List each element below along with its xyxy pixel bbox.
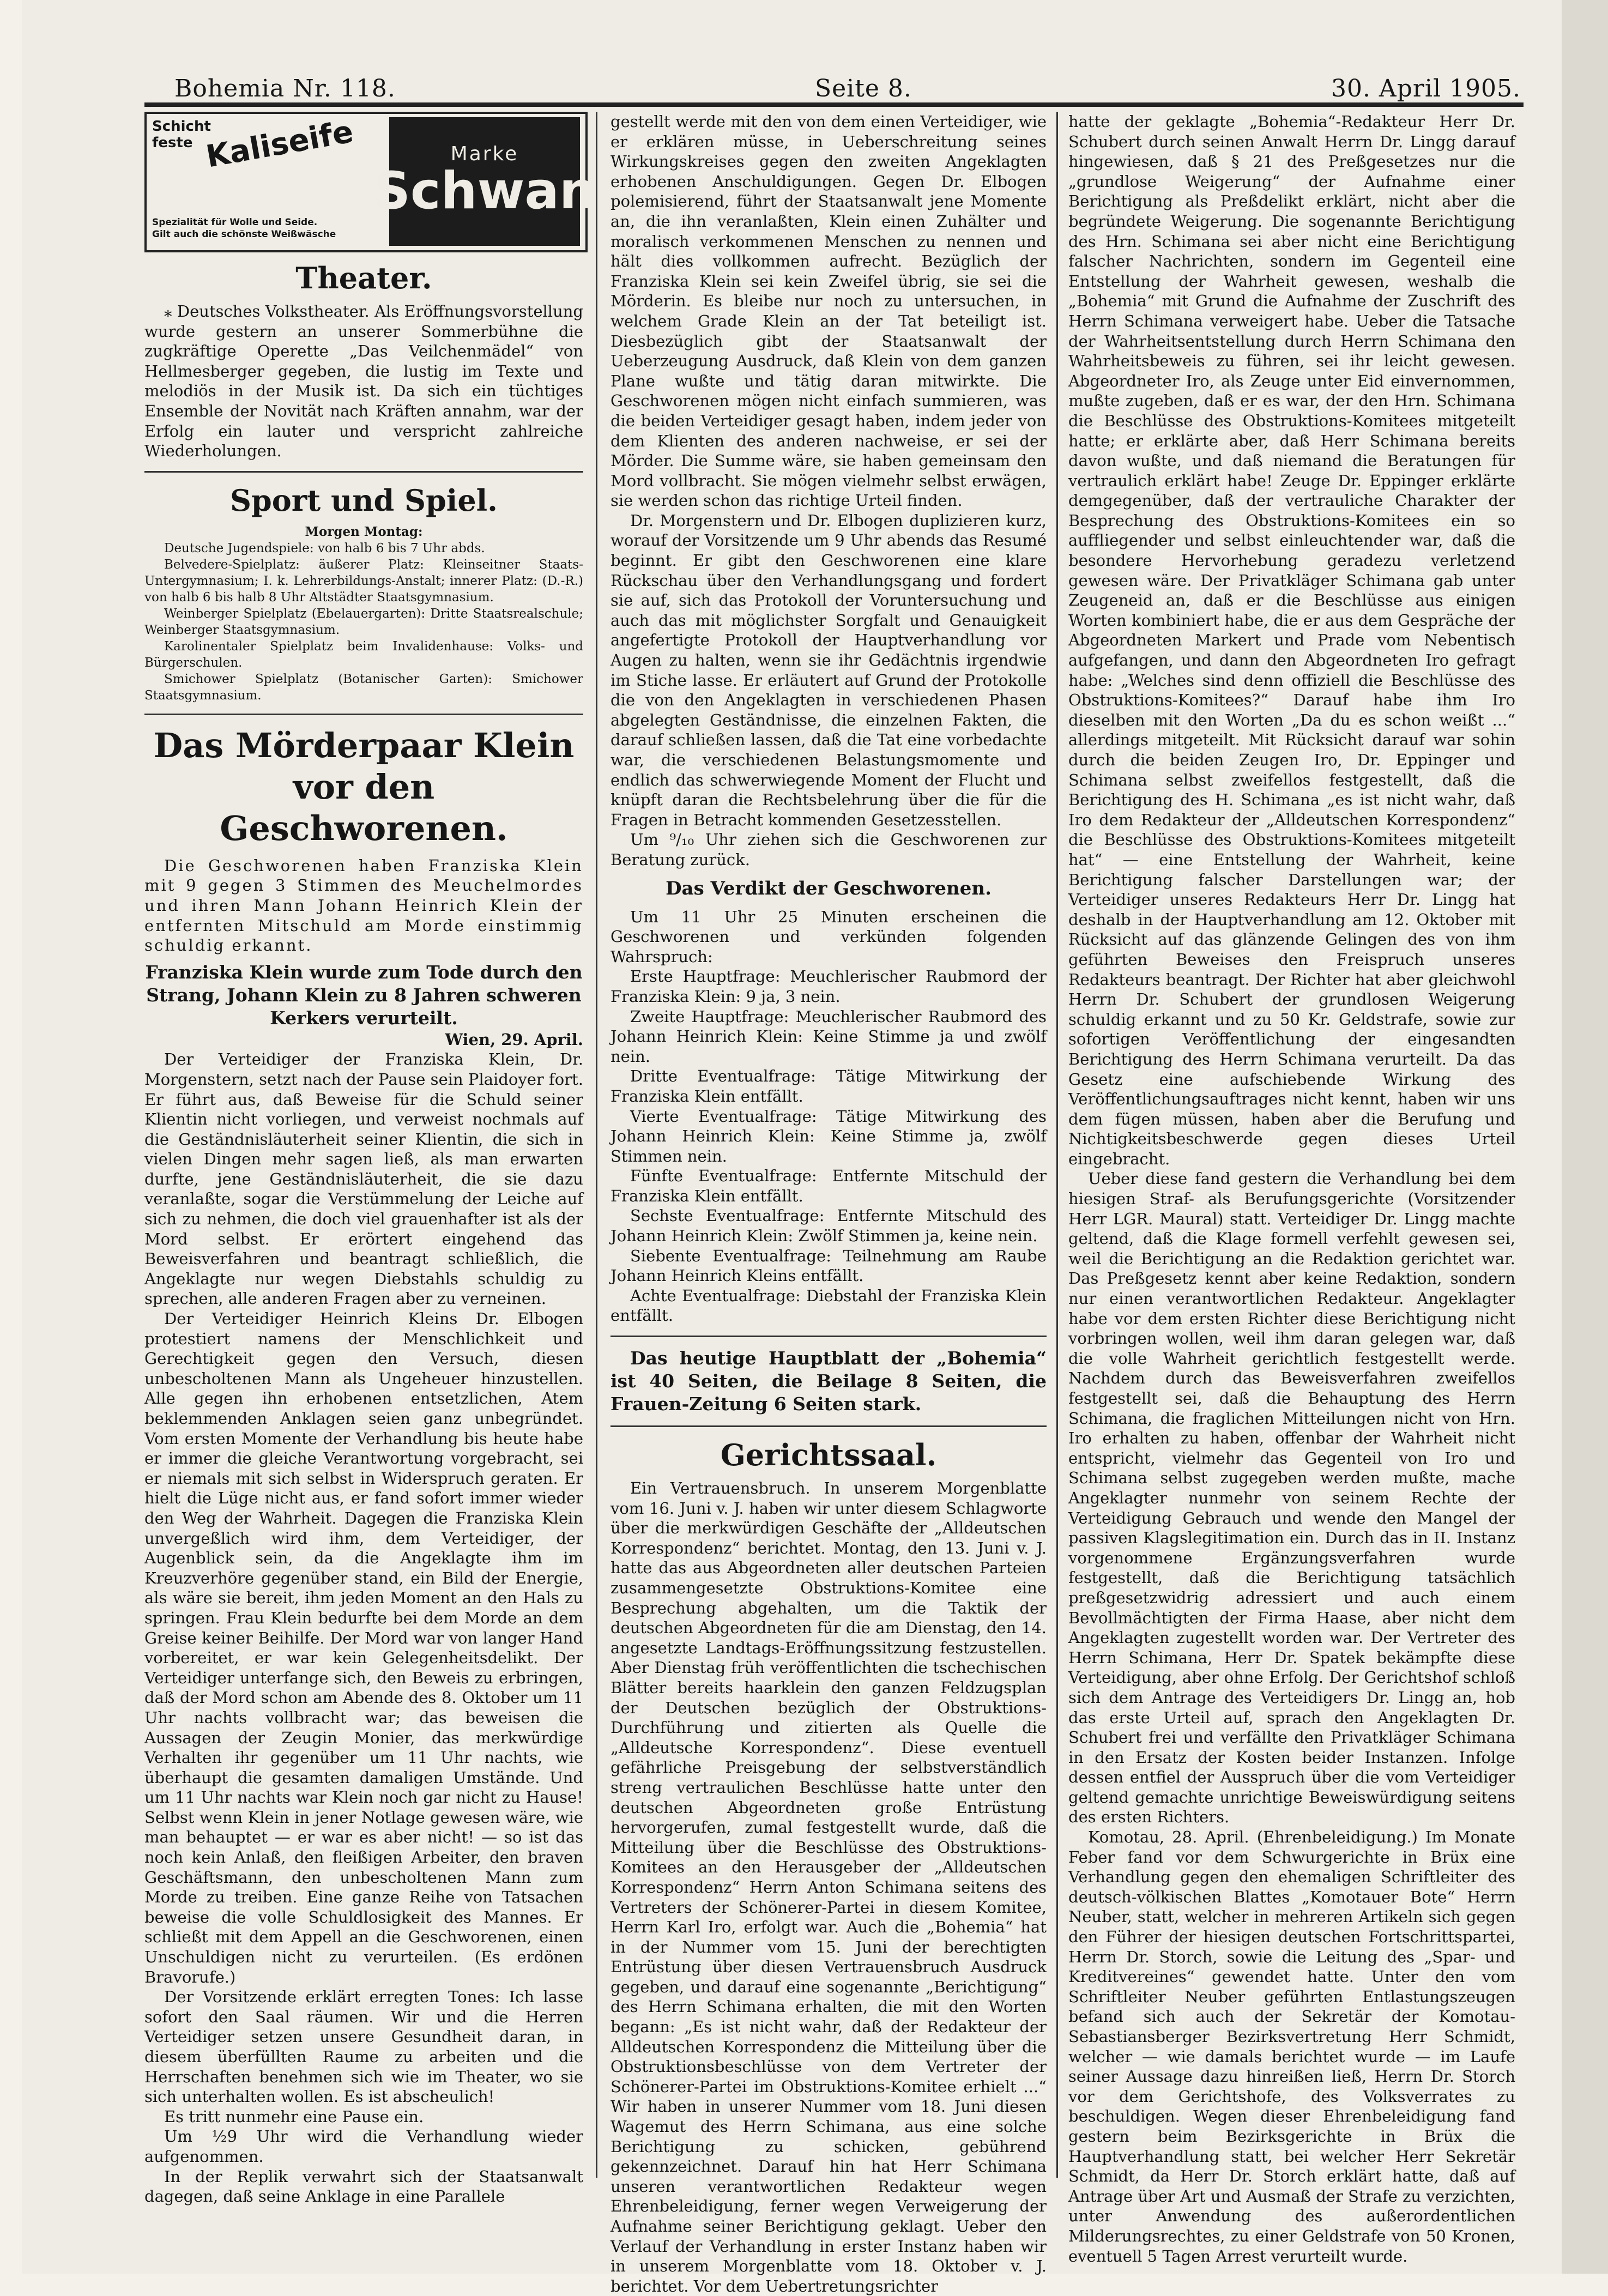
article-title-moerderpaar: Das Mörderpaar Klein vor den Geschworenen. xyxy=(153,725,575,848)
header-newspaper-issue: Bohemia Nr. 118. xyxy=(174,75,396,102)
ad-kaliseife-text: Kaliseife xyxy=(203,114,356,175)
article-paragraph: Um ⁹/₁₀ Uhr ziehen sich die Geschworenen zur Beratung zurück. xyxy=(610,830,1047,869)
article-verdict-headline: Franziska Klein wurde zum Tode durch den Strang, Johann Klein zu 8 Jahren schweren Kerkers verurteilt. xyxy=(145,961,583,1029)
section-rule xyxy=(144,471,583,473)
ad-fine-line: Spezialität für Wolle und Seide. xyxy=(152,217,318,228)
verdict-heading: Das Verdikt der Geschworenen. xyxy=(666,877,992,899)
ad-feste-text: feste xyxy=(152,135,193,151)
verdict-question: Achte Eventualfrage: Diebstahl der Franziska Klein entfällt. xyxy=(610,1286,1047,1325)
column-3 xyxy=(1068,112,1515,2265)
ad-fine-line: Gilt auch die schönste Weißwäsche xyxy=(152,229,336,240)
header-date: 30. April 1905. xyxy=(1331,75,1521,102)
article-paragraph: Der Verteidiger Heinrich Kleins Dr. Elbogen protestiert namens der Menschlichkeit und Gerechtigkeit gegen den Versuch, diesen unbescholtenen Mann als Ungeheuer hinzustellen. Alle gegen ihn erhobenen entsetzlichen, Atem beklemmenden Anklagen seien ganz unbegründet. Vom ersten Momente der Verhandlung bis heute habe er immer die gleiche Verantwortung vorgebracht, sei er niemals mit sich selbst in Widerspruch geraten. Er hielt die Lüge nicht aus, er fand sofort immer wieder den Weg der Wahrheit. Dagegen die Franziska Klein unvergeßlich wird ihm, dem Verteidiger, der Augenblick sein, da die Angeklagte ihm im Kreuzverhöre gegenüber stand, ein Bild der Energie, als wäre sie bereit, ihm jeden Moment an den Hals zu springen. Frau Klein bedurfte bei dem Morde an dem Greise keiner Beihilfe. Der Mord war von langer Hand vorbereitet, er war kein Gelegenheitsdelikt. Der Verteidiger unterfange sich, den Beweis zu erbringen, daß der Mord schon am Abende des 8. Oktober um 11 Uhr nachts vollbracht war; das beweisen die Aussagen der Zeugin Monier, das merkwürdige Verhalten ihr gegenüber um 11 Uhr nachts, wie überhaupt die gesamten damaligen Umstände. Und um 11 Uhr nachts war Klein noch gar nicht zu Hause! Selbst wenn Klein in jener Notlage gewesen wäre, wie man behauptet — er war es aber nicht! — so ist das noch kein Anlaß, den fleißigen Arbeiter, den braven Geschäftsmann, den unbescholtenen Mann zum Morde zu treiben. Eine ganze Reihe von Tatsachen beweise die volle Schuldlosigkeit des Mannes. Er schließt mit dem Appell an die Geschworenen, einen Unschuldigen nicht zu verurteilen. (Es erdönen Bravorufe.) xyxy=(144,1309,583,1986)
article-paragraph: Ueber diese fand gestern die Verhandlung bei dem hiesigen Straf- als Berufungsgerichte (Vorsitzender Herr LGR. Maural) statt. Verteidiger Dr. Lingg machte geltend, daß die Klage formell verfehlt gewesen sei, weil die Berichtigung an die Redaktion gerichtet war. Das Preßgesetz kennt aber keine Redaktion, sondern nur einen verantwortlichen Redakteur. Angeklagter habe vor dem ersten Richter diese Berichtigung nicht vorbringen wollen, weil ihm daran gelegen war, daß die volle Wahrheit gerichtlich festgestellt werde. Nachdem durch das Beweisverfahren zweifellos festgestellt sei, daß die Behauptung des Herrn Schimana, die fraglichen Mitteilungen nicht von Hrn. Iro erhalten zu haben, offenbar der Wahrheit nicht entspricht, vielmehr das Gegenteil von Iro und Schimana selbst zugegeben werden mußte, mache Angeklagter nunmehr von seinem Rechte der Verteidigung Gebrauch und wende den Mangel der passiven Klagslegitimation ein. Durch das in II. Instanz vorgenommene Ergänzungsverfahren wurde festgestellt, daß die Berichtigung tatsächlich preßgesetzwidrig adressiert und auch einem Bevollmächtigten der Firma Haase, aber nicht dem Angeklagten zugestellt worden war. Der Vertreter des Herrn Schimana, Herr Dr. Spatek bekämpfte diese Verteidigung, aber ohne Erfolg. Der Gerichtshof schloß sich dem Antrage des Verteidigers Dr. Lingg an, hob das erste Urteil auf, sprach den Angeklagten Dr. Schubert frei und verfällte den Privatkläger Schimana in den Ersatz der Kosten beider Instanzen. Infolge dessen entfiel der Ausspruch über die vom Verteidiger geltend gemachte unrichtige Beweiswürdigung seitens des ersten Richters. xyxy=(1068,1169,1515,1827)
section-rule xyxy=(610,1425,1047,1427)
verdict-question: Siebente Eventualfrage: Teilnehmung am Raube Johann Heinrich Kleins entfällt. xyxy=(610,1246,1047,1285)
article-paragraph: ⁎ Deutsches Volkstheater. Als Eröffnungsvorstellung wurde gestern an unserer Sommerbühne die zugkräftige Operette „Das Veilchenmädel“ von Hellmesberger gegeben, die lustig im Texte und melodiös in der Musik ist. Da sich ein tüchtiges Ensemble der Novität nach Kräften annahm, war der Erfolg ein lauter und verspricht zahlreiche Wiederholungen. xyxy=(144,302,583,461)
article-paragraph: Komotau, 28. April. (Ehrenbeleidigung.) Im Monate Feber fand vor dem Schwurgerichte in Brüx eine Verhandlung gegen den ehemaligen Schriftleiter des deutsch-völkischen Blattes „Komotauer Bote“ Herrn Neuber, statt, welcher in mehreren Artikeln sich gegen den Führer der hiesigen deutschen Fortschrittspartei, Herrn Dr. Storch, sowie die Leitung des „Spar- und Kreditvereines“ gewendet hatte. Unter den vom Schriftleiter Neuber geführten Entlastungszeugen befand sich auch der Sekretär der Komotau-Sebastiansberger Bezirksvertretung Herr Schmidt, welcher — wie damals berichtet wurde — im Laufe seiner Aussage dazu hinreißen ließ, Herrn Dr. Storch vor dem Gerichtshofe, des Volksverrates zu beschuldigen. Wegen dieser Ehrenbeleidigung fand gestern beim Bezirksgerichte in Brüx die Hauptverhandlung statt, bei welcher Herr Sekretär Schmidt, da Herr Dr. Storch erklärt hatte, daß auf Antrage über Art und Ausmaß der Strafe zu verzichten, unter Anwendung des außerordentlichen Milderungsrechtes, zu einer Geldstrafe von 50 Kronen, eventuell 5 Tagen Arrest verurteilt wurde. xyxy=(1068,1828,1515,2265)
article-lead: Die Geschworenen haben Franziska Klein mit 9 gegen 3 Stimmen des Meuchelmordes und ihren Mann Johann Heinrich Klein der entfernten Mitschuld am Morde einstimmig schuldig erkannt. xyxy=(144,856,583,955)
article-paragraph: Dr. Morgenstern und Dr. Elbogen duplizieren kurz, worauf der Vorsitzende um 9 Uhr abends das Resumé beginnt. Er gibt den Geschworenen eine klare Rückschau über den Verhandlungsgang und fordert sie auf, sich das Protokoll der Voruntersuchung und auch das mit möglichster Sorgfalt und Genauigkeit angefertigte Protokoll der Hauptverhandlung vor Augen zu halten, wenn sie ihr Gedächtnis irgendwie im Stiche lasse. Er erläutert auf Grund der Protokolle die von den Angeklagten in verschiedenen Phasen abgelegten Geständnisse, die einzelnen Fakten, die darauf schließen lassen, daß die Tat eine vorbedachte war, die verschiedenen Belastungsmomente und endlich das schwerwiegende Moment der Flucht und knüpft daran die Rechtsbelehrung über die für die Fragen in Betracht kommenden Gesetzesstellen. xyxy=(610,511,1047,829)
ad-schicht-text: Schicht xyxy=(152,118,211,135)
sport-line: Weinberger Spielplatz (Ebelauergarten): Dritte Staatsrealschule; Weinberger Staatsgymnasium. xyxy=(144,606,583,637)
column-divider xyxy=(596,112,597,2178)
page-header xyxy=(174,64,1521,102)
ad-marke-text: Marke xyxy=(450,142,519,165)
ad-schwan-logo xyxy=(373,117,596,246)
article-paragraph: In der Replik verwahrt sich der Staatsanwalt dagegen, daß seine Anklage in eine Parallele xyxy=(144,2167,583,2206)
article-paragraph: Um ½9 Uhr wird die Verhandlung wieder aufgenommen. xyxy=(144,2127,583,2166)
sport-line: Deutsche Jugendspiele: von halb 6 bis 7 Uhr abds. xyxy=(164,541,485,555)
sport-line: Karolinentaler Spielplatz beim Invalidenhause: Volks- und Bürgerschulen. xyxy=(144,639,583,670)
column-1 xyxy=(144,112,596,2206)
sport-line: Smichower Spielplatz (Botanischer Garten): Smichower Staatsgymnasium. xyxy=(144,672,583,703)
article-paragraph: Um 11 Uhr 25 Minuten erscheinen die Geschworenen und verkünden folgenden Wahrspruch: xyxy=(610,907,1047,966)
ad-fine-print xyxy=(152,216,336,240)
column-divider xyxy=(1056,112,1058,2178)
header-page-number: Seite 8. xyxy=(814,75,912,102)
sport-line: Belvedere-Spielplatz: äußerer Platz: Kleinseitner Staats-Untergymnasium; I. k. Lehrerbildungs-Anstalt; innerer Platz: (D.-R.) von halb 6 bis halb 8 Uhr Altstädter Staatsgymnasium. xyxy=(144,557,583,605)
ad-left-panel xyxy=(152,114,381,245)
header-rule xyxy=(144,102,1524,107)
page-edge xyxy=(1562,0,1608,2274)
section-title-gerichtssaal: Gerichtssaal. xyxy=(720,1437,937,1473)
article-paragraph: gestellt werde mit den von dem einen Verteidiger, wie er erklären müsse, in Ueberschreitung seines Wirkungskreises gegen den zweiten Angeklagten erhobenen Anschuldigungen. Gegen Dr. Elbogen polemisierend, führt der Staatsanwalt jene Momente an, die ihn veranlaßten, Klein einen Zuhälter und moralisch verkommenen Menschen zu nennen und hält dies vollkommen aufrecht. Bezüglich der Franziska Klein sei kein Zweifel übrig, sie sei die Mörderin. Es bleibe nur noch zu untersuchen, in welchem Grade Klein an der Tat beteiligt ist. Diesbezüglich gibt der Staatsanwalt der Ueberzeugung Ausdruck, daß Klein von dem ganzen Plane wußte und tätig daran mitwirkte. Die Geschworenen mögen nicht einfach summieren, was die beiden Verteidiger gesagt haben, indem jeder von dem Klienten des anderen nachweise, er sei der Mörder. Die Summe wäre, sie haben gemeinsam den Mord vollbracht. Sie mögen vielmehr selbst erwägen, sie werden schon das richtige Urteil finden. xyxy=(610,112,1047,510)
article-dateline: Wien, 29. April. xyxy=(445,1030,583,1049)
edition-notice: Das heutige Hauptblatt der „Bohemia“ ist 40 Seiten, die Beilage 8 Seiten, die Frauen-Zeitung 6 Seiten stark. xyxy=(610,1348,1047,1415)
section-title-theater: Theater. xyxy=(295,261,432,295)
verdict-question: Sechste Eventualfrage: Entfernte Mitschuld des Johann Heinrich Klein: Zwölf Stimmen ja, keine nein. xyxy=(610,1206,1047,1246)
verdict-question: Fünfte Eventualfrage: Entfernte Mitschuld der Franziska Klein entfällt. xyxy=(610,1167,1047,1205)
advertisement-schwan-soap xyxy=(144,112,596,252)
verdict-question: Erste Hauptfrage: Meuchlerischer Raubmord der Franziska Klein: 9 ja, 3 nein. xyxy=(610,967,1047,1006)
verdict-question: Zweite Hauptfrage: Meuchlerischer Raubmord des Johann Heinrich Klein: Keine Stimme ja und zwölf nein. xyxy=(610,1007,1047,1066)
section-rule xyxy=(610,1336,1047,1337)
article-paragraph: Ein Vertrauensbruch. In unserem Morgenblatte vom 16. Juni v. J. haben wir unter diesem Schlagworte über die merkwürdigen Geschäfte der „Alldeutschen Korrespondenz“ berichtet. Montag, den 13. Juni v. J. hatte das aus Abgeordneten aller deutschen Parteien zusammengesetzte Obstruktions-Komitee eine Besprechung abgehalten, um die Taktik der deutschen Abgeordneten für die am Dienstag, den 14. angesetzte Landtags-Eröffnungssitzung festzustellen. Aber Dienstag früh veröffentlichten die tschechischen Blätter bereits haarklein den ganzen Feldzugsplan der Deutschen bezüglich der Obstruktions-Durchführung und zitierten als Quelle die „Alldeutsche Korrespondenz“. Diese eventuell gefährliche Preisgebung der selbstverständlich streng vertraulichen Beschlüsse hatte unter den deutschen Abgeordneten große Entrüstung hervorgerufen, zumal festgestellt wurde, daß die Mitteilung über die Beschlüsse des Obstruktions-Komitees an den Herausgeber der „Alldeutschen Korrespondenz“ Herrn Anton Schimana seitens des Vertreters der Schönerer-Partei in diesem Komitee, Herrn Karl Iro, erfolgt war. Auch die „Bohemia“ hat in der Nummer vom 15. Juni der berechtigten Entrüstung über diesen Vertrauensbruch Ausdruck gegeben, und darauf eine sogenannte „Berichtigung“ des Herrn Schimana erhalten, die mit den Worten begann: „Es ist nicht wahr, daß der Redakteur der Alldeutschen Korrespondenz die Mitteilung über die Obstruktionsbeschlüsse von dem Vertreter der Schönerer-Partei im Obstruktions-Komitee erhielt ...“ Wir haben in unserer Nummer vom 18. Juni diesen Wagemut des Herrn Schimana, aus eine solche Berichtigung zu schicken, gebührend gekennzeichnet. Darauf hin hat Herr Schimana unseren verantwortlichen Redakteur wegen Ehrenbeleidigung, ferner wegen Verweigerung der Aufnahme seiner Berichtigung geklagt. Ueber den Verlauf der Verhandlung in erster Instanz haben wir in unserem Morgenblatte vom 18. Oktober v. J. berichtet. Vor dem Uebertretungsrichter xyxy=(610,1479,1047,2295)
ad-schwan-text: Schwan xyxy=(373,161,596,221)
section-rule xyxy=(144,714,583,715)
article-paragraph: Der Verteidiger der Franziska Klein, Dr. Morgenstern, setzt nach der Pause sein Plaidoyer fort. Er führt aus, daß Beweise für die Schuld seiner Klientin nicht vorliegen, und verweist nochmals auf die Geständnisläuterheit seiner Klientin, die sich in vielen Dingen mehr sagen ließ, als man erwarten durfte, jene Geständnisläuterheit, die sie dazu veranlaßte, sogar die Verstümmelung der Leiche auf sich zu nehmen, die doch viel grauenhafter ist als der Mord selbst. Er erörtert eingehend das Beweisverfahren und beantragt schließlich, die Angeklagte nur wegen Diebstahls schuldig zu sprechen, alle anderen Fragen aber zu verneinen. xyxy=(144,1050,583,1308)
article-paragraph: Es tritt nunmehr eine Pause ein. xyxy=(164,2107,424,2126)
article-paragraph: Der Vorsitzende erklärt erregten Tones: Ich lasse sofort den Saal räumen. Wir und die Herren Verteidiger setzen unsere Gesundheit daran, in diesem überfüllten Raume zu arbeiten und die Herrschaften benehmen sich wie im Theater, wo sie sich unterhalten wollen. Es ist abscheulich! xyxy=(144,1987,583,2106)
verdict-question: Dritte Eventualfrage: Tätige Mitwirkung der Franziska Klein entfällt. xyxy=(610,1067,1047,1105)
sport-subtitle: Morgen Montag: xyxy=(305,524,423,539)
verdict-question: Vierte Eventualfrage: Tätige Mitwirkung des Johann Heinrich Klein: Keine Stimme ja, zwölf Stimmen nein. xyxy=(610,1107,1047,1165)
section-title-sport: Sport und Spiel. xyxy=(230,482,498,518)
article-paragraph: hatte der geklagte „Bohemia“-Redakteur Herr Dr. Schubert durch seinen Anwalt Herrn Dr. Lingg darauf hingewiesen, daß § 21 des Preßgesetzes nur die „grundlose Weigerung“ der Aufnahme einer Berichtigung als Preßdelikt erklärt, nicht aber die begründete Weigerung. Die sogenannte Berichtigung des Hrn. Schimana sei aber nicht eine Berichtigung falscher Nachrichten, sondern im Gegenteil eine Entstellung der Wahrheit gewesen, weshalb die „Bohemia“ mit Grund die Aufnahme der Zuschrift des Herrn Schimana verweigert habe. Ueber die Tatsache der Wahrheitsentstellung durch Herrn Schimana den Wahrheitsbeweis zu führen, sei ihr leicht gewesen. Abgeordneter Iro, als Zeuge unter Eid einvernommen, mußte zugeben, daß er es war, der den Hrn. Schimana die Beschlüsse des Obstruktions-Komitees mitgeteilt hatte; er erklärte aber, daß Herr Schimana bereits davon wußte, und daß niemand die Beratungen für vertraulich erklärt habe! Zeuge Dr. Eppinger erklärte demgegenüber, daß der vertrauliche Charakter der Besprechung des Obstruktions-Komitees ein so auffliegender und selbst einleuchtender war, daß die besondere Hervorhebung geradezu verletzend gewesen wäre. Der Privatkläger Schimana gab unter Zeugeneid an, daß er die Beschlüsse aus einigen Worten kombiniert habe, die er aus dem Gespräche der Abgeordneten Markert und Prade vom Nebentisch aufgefangen, und dann den Abgeordneten Iro gefragt habe: „Welches sind denn offiziell die Beschlüsse des Obstruktions-Komitees?“ Darauf habe ihm Iro dieselben mit den Worten „Da du es schon weißt ...“ allerdings mitgeteilt. Mit Rücksicht darauf war sohin durch die beiden Zeugen Iro, Dr. Eppinger und Schimana selbst zweifellos festgestellt, daß die Berichtigung des H. Schimana „es ist nicht wahr, daß Iro dem Redakteur der „Alldeutschen Korrespondenz“ die Beschlüsse des Obstruktions-Komitees mitgeteilt hat“ — eine Entstellung der Wahrheit, keine Berichtigung falscher Darstellungen war; der Verteidiger unseres Redakteurs Herr Dr. Lingg hat deshalb in der Hauptverhandlung am 12. Oktober mit Rücksicht auf das glänzende Gelingen des von ihm geführten Beweises den Freispruch unseres Redakteurs beantragt. Der Richter hat aber gleichwohl Herrn Dr. Schubert der grundlosen Weigerung schuldig erkannt und zu 50 Kr. Geldstrafe, sowie zur sofortigen Veröffentlichung der eingesandten Berichtigung des Herrn Schimana verurteilt. Da das Gesetz eine aufschiebende Wirkung des Veröffentlichungsauftrages nicht kennt, haben wir uns dem fügen müssen, haben aber die Berufung und Nichtigkeitsbeschwerde gegen dieses Urteil eingebracht. xyxy=(1068,112,1515,1168)
column-2 xyxy=(610,112,1047,2295)
